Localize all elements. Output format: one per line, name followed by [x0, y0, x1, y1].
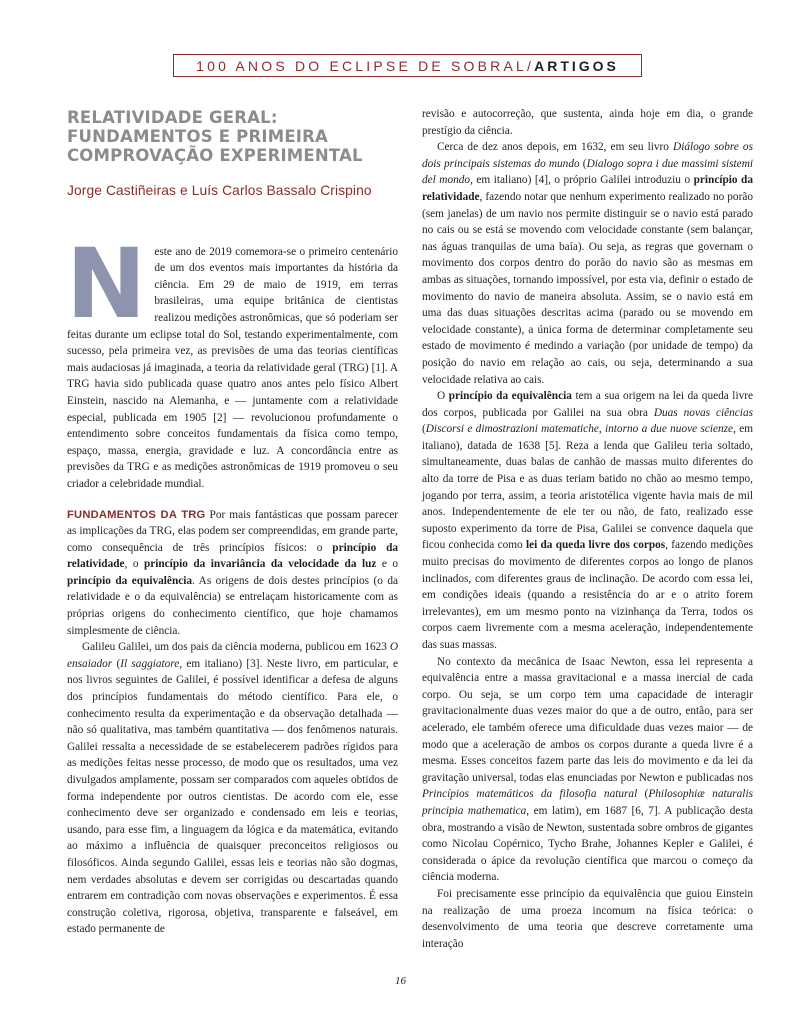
text-run: , fazendo medições muito precisas do movimento de diferentes corpos ao longo de planos inclinados, com diferentes graus de inclinação. De acordo com essa lei, em condições ideais (quando a resistência do ar e o atrito forem irrelevantes), em um mesmo ponto na vizinhança da Terra, todos os corpos caem livremente com a mesma aceleração, independentemente das suas massas. [422, 539, 753, 651]
text-run: e o [376, 558, 398, 571]
italic-title: Dialogo sopra i due massimi sistemi del mondo [422, 157, 753, 187]
text-run: No contexto da mecânica de Isaac Newton, essa lei representa a equivalência entre a massa gravitacional e a massa inercial de cada corpo. Ou seja, se um corpo tem uma capacidade de interagir gravitacionalmente duas vezes maior do que a de outro, então, para ser acelerado, ele também oferece uma dificuldade duas vezes maior — de modo que a aceleração de ambos os corpos durante a queda livre é a mesma. Esses conceitos fazem parte das leis do movimento e da lei da gravitação universal, todas elas enunciadas por Newton e publicadas nos [422, 655, 753, 784]
section-paragraph [67, 507, 398, 640]
drop-cap: N [66, 227, 147, 340]
text-run: , o [124, 558, 144, 571]
italic-title: Diálogo sobre os dois principais sistemas do mundo [422, 141, 753, 170]
bold-term: princípio da equivalência [67, 574, 193, 587]
text-run: , fazendo notar que nenhum experimento realizado no porão (sem janelas) de um navio nos permite distinguir se o navio está parado no cais ou se está se movendo com velocidade constante (sem balançar, nas águas tranquilas de uma baía). Ou seja, as regras que governam o movimento dos corpos dentro do porão do navio são as mesmas em ambas as situações, tornando impossível, por esta via, definir o estado de movimento do navio de maneira absoluta. Assim, se o navio está em uma das duas situações descritas acima (parado ou se movendo em velocidade constante), a única forma de determinar completamente seu estado de movimento é medindo a variação (por unidade de tempo) da posição do navio em relação ao cais, ou seja, determinando a sua velocidade relativa ao cais. [422, 190, 753, 386]
intro-paragraph [66, 227, 398, 493]
body-paragraph [422, 388, 753, 654]
text-run: . As origens de dois destes princípios (o da relatividade e o da equivalência) se entrelaçam historicamente com as próprias origens do conhecimento científico, que hoje chamamos simplesmente de ciência. [67, 574, 398, 637]
italic-title: Il saggiatore [120, 657, 180, 670]
bold-term: lei da queda livre dos corpos [525, 539, 666, 552]
text-run: , em italiano) [3]. Neste livro, em particular, e nos livros seguintes de Galilei, é possível identificar a defesa de alguns dos princípios fundamentais do método científico. Para ele, o conhecimento resulta da experimentação e da observação detalhada — não só qualitativa, mas também quantitativa — dos fenômenos naturais. Galilei ressalta a necessidade de se estabelecerem padrões rígidos para as medições feitas nesse processo, de modo que os resultados, uma vez divulgados amplamente, possam ser comparados com aqueles obtidos de forma independente por outros cientistas. De acordo com ele, esse conhecimento deve ser organizado e condensado em leis e teorias, usando, para esse fim, a linguagem da lógica e da matemática, evitando ao máximo a influência de quaisquer preconceitos religiosos ou filosóficos. Ainda segundo Galilei, essas leis e teorias não são dogmas, nem verdades absolutas e devem ser corrigidas ou descartadas quando entrarem em contradição com novas observações e experimentos. É essa construção coletiva, rigorosa, objetiva, transparente e falseável, em estado permanente de [67, 657, 398, 936]
body-paragraph: Foi precisamente esse princípio da equivalência que guiou Einstein na realização de uma proeza incomum na física teórica: o desenvolvimento de uma teoria que descreve corretamente uma interação [422, 887, 753, 950]
italic-title: Philosophiæ naturalis principia mathematica [422, 788, 753, 817]
header-category-label: ARTIGOS [534, 57, 619, 74]
bold-term: princípio da equivalência [448, 390, 572, 403]
text-run: tem a sua origem na lei da queda livre dos corpos, publicada por Galilei na sua obra [422, 390, 754, 419]
italic-title: Princípios matemáticos da filosofia natural [422, 788, 638, 801]
intro-text: este ano de 2019 comemora-se o primeiro centenário de um dos eventos mais importantes da história da ciência. Em 29 de maio de 1919, em terras brasileiras, uma equipe britânica de cientistas realizou medições astronômicas, que só poderiam ser feitas durante um eclipse total do Sol, testando experimentalmente, com sucesso, pela primeira vez, as previsões de uma das teorias científicas mais audaciosas já imaginada, a teoria da relatividade geral (TRG) [1]. A TRG havia sido publicada quase quatro anos antes pelo físico Albert Einstein, nascido na Alemanha, e — juntamente com a relatividade especial, publicada em 1905 [2] — revolucionou profundamente o entendimento sobre conceitos fundamentais da física como tempo, espaço, massa, energia, gravidade e luz. A concordância entre as previsões da TRG e as medições astronômicas de 1919 promoveu o seu criador a celebridade mundial. [67, 245, 398, 490]
bold-term: princípio da relatividade [422, 174, 753, 203]
left-column [67, 108, 398, 938]
bold-term: princípio da invariância da velocidade da luz [143, 558, 377, 571]
text-run: ( [112, 657, 121, 670]
text-run: ( [422, 423, 426, 436]
italic-title: Duas novas ciências [653, 406, 753, 419]
text-run: ( [637, 788, 649, 801]
text-run: O [437, 390, 449, 403]
italic-title: Discorsi e dimostrazioni matematiche, intorno a due nuove scienze [425, 423, 734, 436]
italic-title: O ensaiador [67, 641, 398, 670]
body-paragraph [67, 639, 398, 938]
header-section-label: 100 ANOS DO ECLIPSE DE SOBRAL/ [196, 57, 535, 74]
page-number: 16 [395, 975, 406, 987]
body-paragraph [422, 139, 753, 388]
text-run: Galileu Galilei, um dos pais da ciência moderna, publicou em 1623 [82, 641, 390, 654]
text-run: , em latim), em 1687 [6, 7]. A publicação desta obra, mostrando a visão de Newton, sustentada sobre ombros de gigantes como Nicolau Copérnico, Tycho Brahe, Johannes Kepler e Galilei, é considerada o ápice da revolução científica que marcou o começo da ciência moderna. [422, 804, 753, 884]
continued-paragraph: revisão e autocorreção, que sustenta, ainda hoje em dia, o grande prestígio da ciência. [422, 108, 753, 137]
bold-term: princípio da relatividade [67, 541, 398, 571]
article-authors: Jorge Castiñeiras e Luís Carlos Bassalo Crispino [67, 183, 372, 198]
text-run: Por mais fantásticas que possam parecer as implicações da TRG, elas podem ser compreendidas, em grande parte, como consequência de três princípios físicos: o [67, 508, 398, 554]
text-run: , em italiano), datada de 1638 [5]. Reza a lenda que Galileu teria soltado, simultaneamente, duas balas de canhão de massas muito diferentes do alto da torre de Pisa e as duas teriam batido no chão ao mesmo tempo, jogando por terra, assim, a teoria aristotélica vigente havia mais de mil anos. Independentemente de ele ter ou não, de fato, realizado esse suposto experimento da torre de Pisa, Galilei se convence daquela que ficou conhecida como [422, 423, 753, 552]
section-heading: FUNDAMENTOS DA TRG [67, 508, 206, 521]
right-column [422, 106, 753, 952]
text-run: , em italiano) [4], o próprio Galilei introduziu o [470, 174, 694, 187]
text-run: Cerca de dez anos depois, em 1632, em seu livro [437, 141, 674, 154]
article-title: RELATIVIDADE GERAL: FUNDAMENTOS E PRIMEIRA COMPROVAÇÃO EXPERIMENTAL [67, 108, 363, 165]
body-paragraph [422, 654, 753, 886]
text-run: ( [579, 157, 587, 170]
section-header [173, 54, 642, 77]
